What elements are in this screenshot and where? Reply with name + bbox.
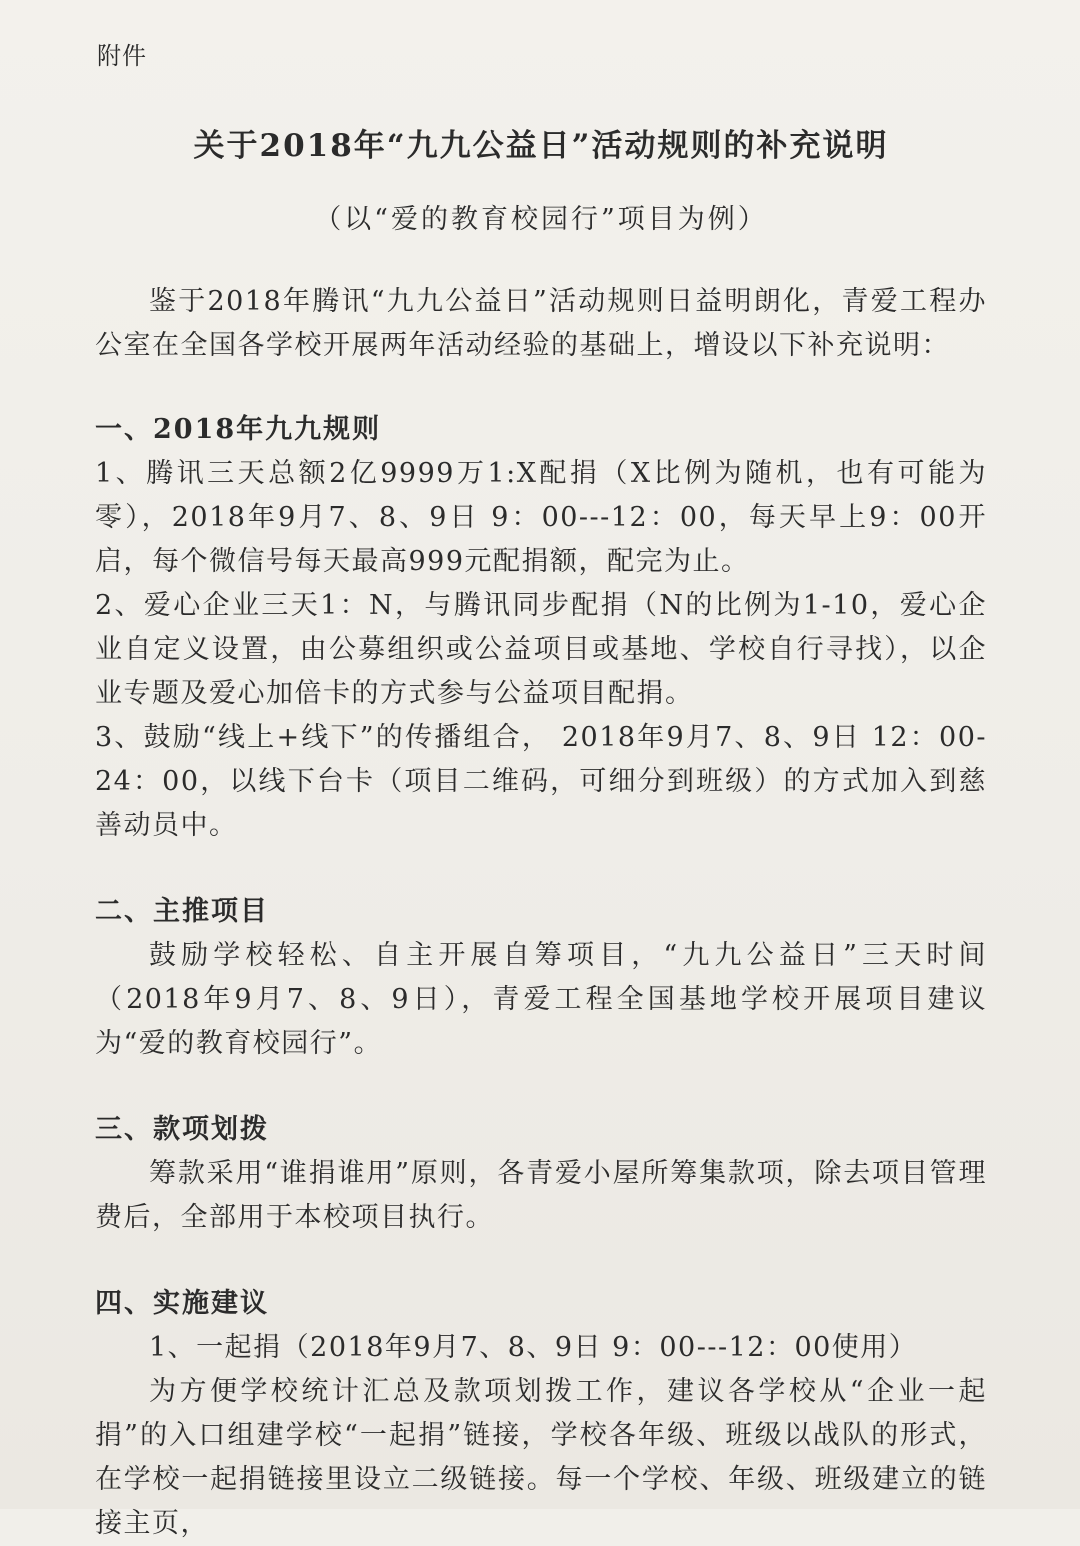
section-heading-rules: 一、2018年九九规则 bbox=[95, 414, 382, 445]
implementation-subheading: 1、一起捐（2018年9月7、8、9日 9：00---12：00使用） bbox=[149, 1332, 918, 1363]
attachment-label: 附件 bbox=[97, 42, 147, 70]
section-implementation bbox=[95, 1282, 987, 1546]
rules-item-1: 1、腾讯三天总额2亿9999万1:X配捐（X比例为随机，也有可能为零），2018年9月7、8、9日 9：00---12：00，每天早上9：00开启，每个微信号每天最高999元配捐额，配完为止。 bbox=[95, 458, 987, 577]
document-body bbox=[95, 36, 987, 1546]
section-heading-main-project: 二、主推项目 bbox=[95, 896, 269, 927]
section-main-project bbox=[95, 890, 987, 1066]
document-title: 关于2018年“九九公益日”活动规则的补充说明 bbox=[193, 128, 889, 164]
implementation-paragraph: 为方便学校统计汇总及款项划拨工作，建议各学校从“企业一起捐”的入口组建学校“一起捐”链接，学校各年级、班级以战队的形式，在学校一起捐链接里设立二级链接。每一个学校、年级、班级建立的链接主页， bbox=[95, 1376, 987, 1539]
section-fund-allocation bbox=[95, 1108, 987, 1240]
main-project-paragraph: 鼓励学校轻松、自主开展自筹项目，“九九公益日”三天时间（2018年9月7、8、9日），青爱工程全国基地学校开展项目建议为“爱的教育校园行”。 bbox=[95, 940, 987, 1059]
document-subtitle: （以“爱的教育校园行”项目为例） bbox=[314, 204, 768, 235]
fund-allocation-paragraph: 筹款采用“谁捐谁用”原则，各青爱小屋所筹集款项，除去项目管理费后，全部用于本校项目执行。 bbox=[95, 1158, 987, 1233]
intro-paragraph: 鉴于2018年腾讯“九九公益日”活动规则日益明朗化，青爱工程办公室在全国各学校开展两年活动经验的基础上，增设以下补充说明： bbox=[95, 286, 987, 361]
rules-item-3: 3、鼓励“线上+线下”的传播组合， 2018年9月7、8、9日 12：00-24：00，以线下台卡（项目二维码，可细分到班级）的方式加入到慈善动员中。 bbox=[95, 722, 987, 841]
section-heading-fund-allocation: 三、款项划拨 bbox=[95, 1114, 269, 1145]
rules-item-2: 2、爱心企业三天1：N，与腾讯同步配捐（N的比例为1-10，爱心企业自定义设置，由公募组织或公益项目或基地、学校自行寻找），以企业专题及爱心加倍卡的方式参与公益项目配捐。 bbox=[95, 590, 987, 709]
section-rules bbox=[95, 408, 987, 848]
section-heading-implementation: 四、实施建议 bbox=[95, 1288, 269, 1319]
